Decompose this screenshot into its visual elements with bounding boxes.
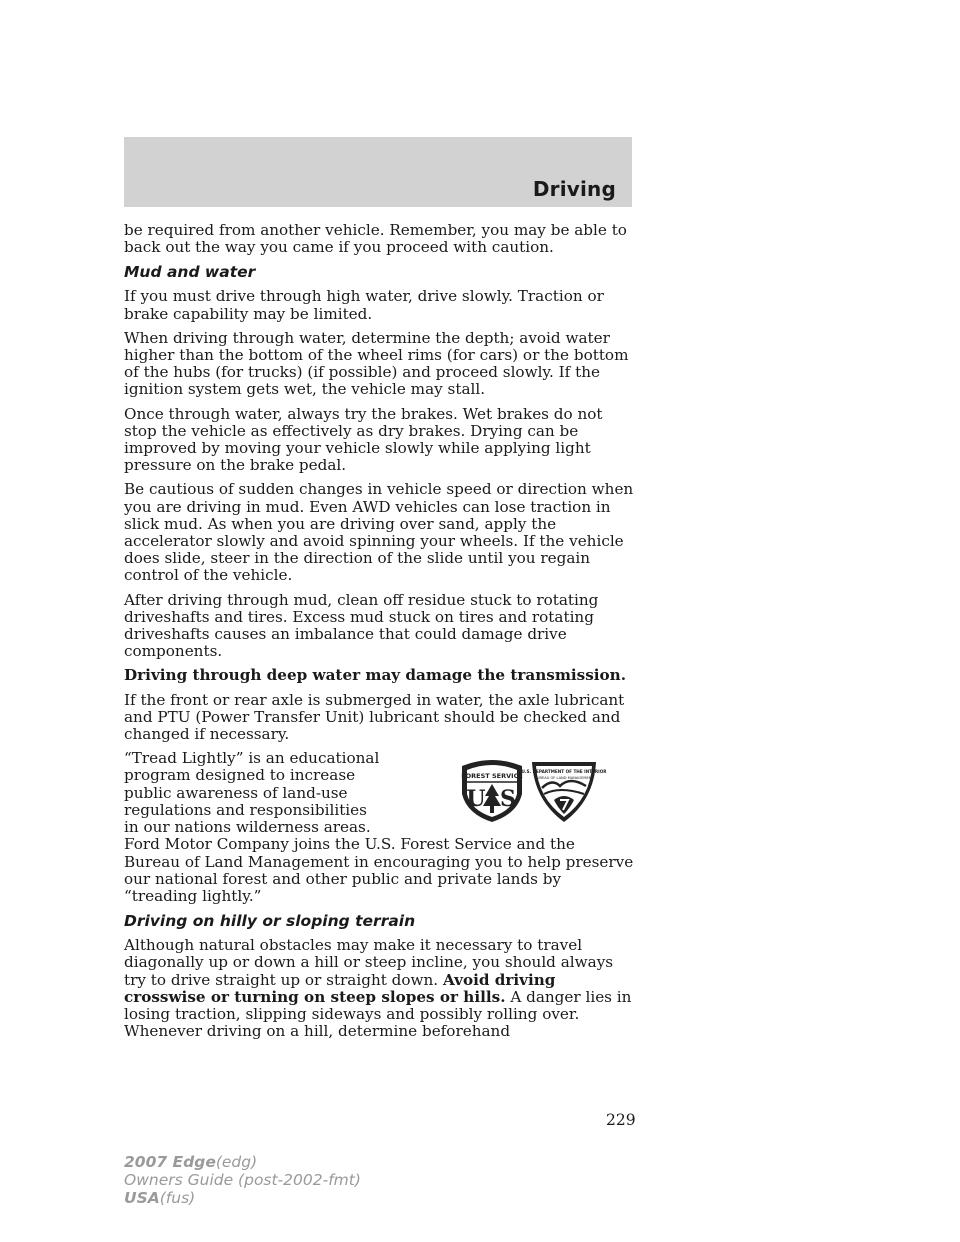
text-run: Although natural obstacles may make it necessary to travel diagonally up or down a hill or steep incline, you should always try to drive straight up or straight down. (124, 936, 614, 989)
svg-text:FOREST SERVICE: FOREST SERVICE (461, 772, 523, 781)
svg-text:BUREAU OF LAND MANAGEMENT: BUREAU OF LAND MANAGEMENT (534, 776, 594, 781)
warning-paragraph: Driving through deep water may damage the transmission. (124, 666, 626, 685)
paragraph: Once through water, always try the brakes. Wet brakes do not stop the vehicle as effectively as dry brakes. Drying can be improved by moving your vehicle slowly while applying light pressure on the brake pedal. (124, 404, 603, 475)
footer-market-code: (fus) (159, 1189, 196, 1207)
paragraph (124, 937, 634, 1040)
svg-text:S: S (500, 786, 516, 813)
paragraph: If the front or rear axle is submerged in water, the axle lubricant and PTU (Power Transfer Unit) lubricant should be checked and changed if necessary. (124, 690, 625, 744)
footer-line-3 (124, 1189, 361, 1207)
subheading-mud-and-water: Mud and water (124, 263, 256, 282)
blm-shield-icon (521, 756, 607, 824)
footer-model: 2007 Edge (124, 1153, 216, 1171)
paragraph: If you must drive through high water, drive slowly. Traction or brake capability may be limited. (124, 287, 604, 323)
header-band (124, 137, 632, 207)
footer-model-code: (edg) (215, 1153, 258, 1171)
forest-service-shield-icon (459, 756, 525, 824)
svg-text:U.S. DEPARTMENT OF THE INTERIO: U.S. DEPARTMENT OF THE INTERIOR (521, 769, 607, 775)
footer-line-2: Owners Guide (post-2002-fmt) (124, 1171, 361, 1189)
text-run: A danger lies in losing traction, slipping sideways and possibly rolling over. Whenever driving on a hill, determine beforehand (124, 987, 632, 1041)
tread-lightly-section (124, 750, 634, 905)
warning-text: Avoid driving crosswise or turning on steep slopes or hills. (124, 970, 556, 1006)
agency-logos (394, 756, 634, 826)
paragraph: “Tread Lightly” is an educational program designed to increase public awareness of land-use regulations and responsibilities in our nations wilderness areas. Ford Motor Company joins the U.S. Forest Service and the Bureau of Land Management in encouraging you to help preserve our national forest and other public and private lands by “treading lightly.” (124, 749, 634, 905)
paragraph: Be cautious of sudden changes in vehicle speed or direction when you are driving in mud. Even AWD vehicles can lose traction in slick mud. As when you are driving over sand, apply the accelerator slowly and avoid spinning your wheels. If the vehicle does slide, steer in the direction of the slide until you regain control of the vehicle. (124, 480, 634, 585)
footer-market: USA (124, 1189, 160, 1207)
document-footer (124, 1153, 361, 1207)
paragraph: After driving through mud, clean off residue stuck to rotating driveshafts and tires. Excess mud stuck on tires and rotating driveshafts causes an imbalance that could damage drive components. (124, 590, 599, 661)
page-number: 229 (606, 1111, 636, 1129)
paragraph: When driving through water, determine the depth; avoid water higher than the bottom of the wheel rims (for cars) or the bottom of the hubs (for trucks) (if possible) and proceed slowly. If the ignition system gets wet, the vehicle may stall. (124, 328, 629, 399)
section-title: Driving (532, 177, 616, 201)
footer-line-1 (124, 1153, 361, 1171)
page-content (124, 222, 634, 1047)
svg-text:U: U (466, 786, 486, 813)
subheading-hilly-terrain: Driving on hilly or sloping terrain (124, 912, 416, 931)
paragraph: be required from another vehicle. Remember, you may be able to back out the way you came if you proceed with caution. (124, 221, 627, 257)
